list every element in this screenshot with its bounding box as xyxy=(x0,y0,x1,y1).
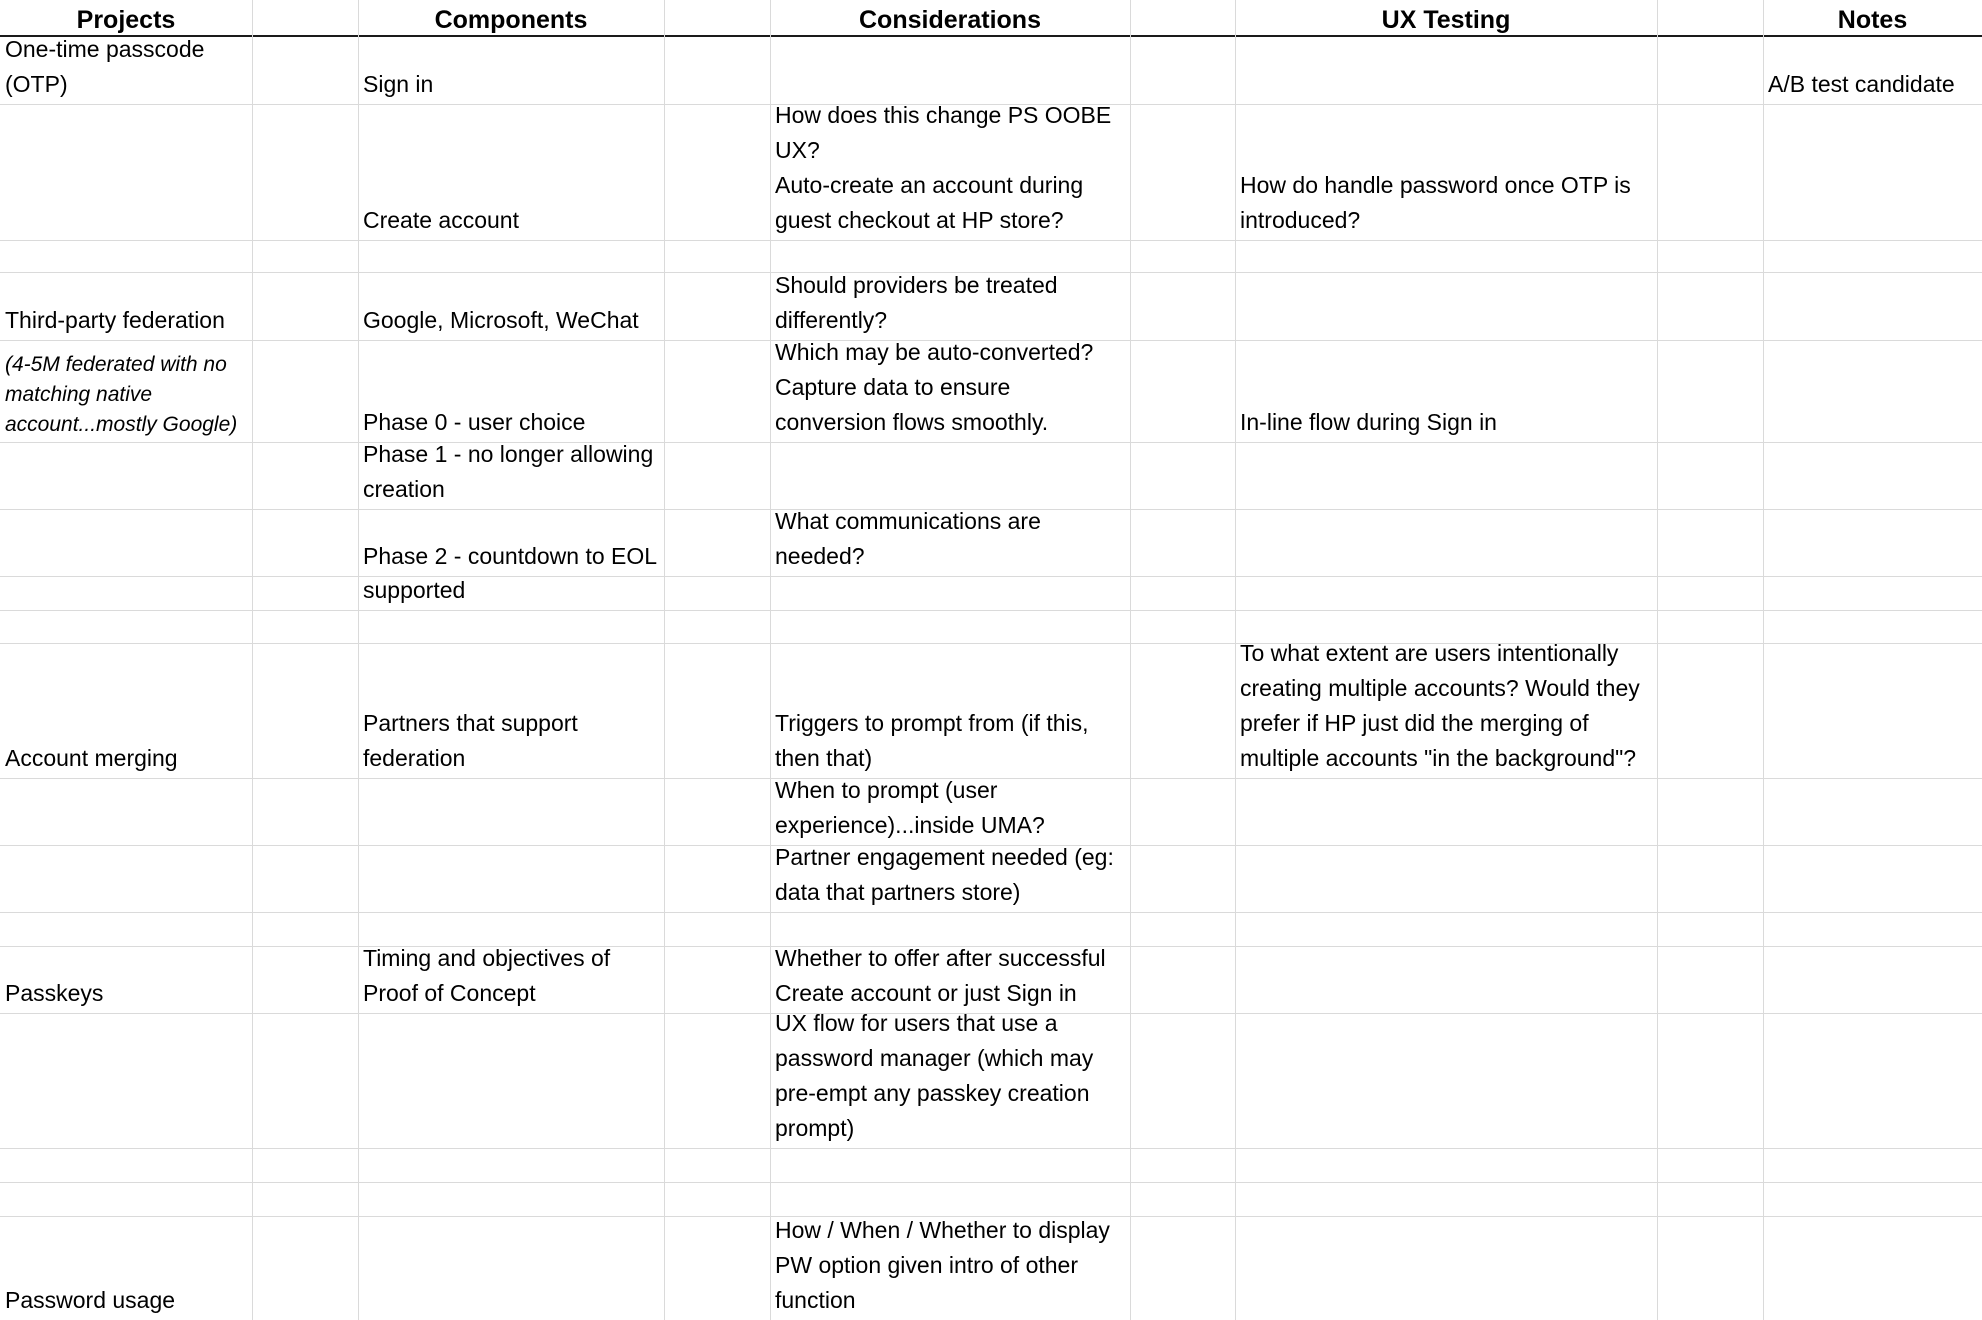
header-projects[interactable]: Projects xyxy=(76,6,176,34)
cell-components-row-10[interactable] xyxy=(358,610,664,643)
cell-ux-testing-row-7[interactable] xyxy=(1235,442,1657,509)
cell-projects-row-16[interactable] xyxy=(0,1013,252,1148)
cell-notes-row-16[interactable] xyxy=(1763,1013,1982,1148)
cell-projects-row-17[interactable] xyxy=(0,1148,252,1182)
cell-ux-testing-row-6[interactable]: In-line flow during Sign in xyxy=(1240,409,1497,435)
cell-notes-row-17[interactable] xyxy=(1763,1148,1982,1182)
cell-projects-row-7[interactable] xyxy=(0,442,252,509)
cell-projects-row-10[interactable] xyxy=(0,610,252,643)
cell-notes-row-8[interactable] xyxy=(1763,509,1982,576)
cell-notes-row-5[interactable] xyxy=(1763,272,1982,340)
cell-ux-testing-row-8[interactable] xyxy=(1235,509,1657,576)
cell-notes-row-12[interactable] xyxy=(1763,778,1982,845)
cell-projects-row-15[interactable]: Passkeys xyxy=(5,980,104,1006)
cell-projects-row-9[interactable] xyxy=(0,576,252,610)
cell-components-row-8[interactable]: Phase 2 - countdown to EOL xyxy=(363,543,658,569)
cell-projects-row-14[interactable] xyxy=(0,912,252,946)
cell-notes-row-6[interactable] xyxy=(1763,340,1982,442)
header-ux-testing[interactable]: UX Testing xyxy=(1381,6,1511,34)
cell-components-row-11[interactable]: Partners that support federation xyxy=(363,710,578,771)
cell-projects-row-12[interactable] xyxy=(0,778,252,845)
cell-components-row-13[interactable] xyxy=(358,845,664,912)
column-gridline xyxy=(252,0,253,1320)
cell-projects-row-11[interactable]: Account merging xyxy=(5,745,178,771)
cell-considerations-row-9[interactable] xyxy=(770,576,1130,610)
cell-ux-testing-row-9[interactable] xyxy=(1235,576,1657,610)
cell-considerations-row-10[interactable] xyxy=(770,610,1130,643)
cell-components-row-4[interactable] xyxy=(358,240,664,272)
cell-notes-row-7[interactable] xyxy=(1763,442,1982,509)
cell-projects-row-5[interactable]: Third-party federation xyxy=(5,307,225,333)
cell-considerations-row-11[interactable]: Triggers to prompt from (if this, then that) xyxy=(775,710,1089,771)
cell-ux-testing-row-3[interactable]: How do handle password once OTP is introduced? xyxy=(1240,172,1631,233)
cell-components-row-17[interactable] xyxy=(358,1148,664,1182)
cell-projects-row-13[interactable] xyxy=(0,845,252,912)
cell-projects-row-4[interactable] xyxy=(0,240,252,272)
cell-considerations-row-2[interactable] xyxy=(770,36,1130,104)
cell-ux-testing-row-19[interactable] xyxy=(1235,1216,1657,1320)
cell-projects-row-2[interactable]: One-time passcode (OTP) xyxy=(5,36,205,97)
cell-notes-row-15[interactable] xyxy=(1763,946,1982,1013)
header-notes[interactable]: Notes xyxy=(1837,6,1908,34)
cell-ux-testing-row-17[interactable] xyxy=(1235,1148,1657,1182)
cell-components-row-3[interactable]: Create account xyxy=(363,207,519,233)
cell-components-row-16[interactable] xyxy=(358,1013,664,1148)
cell-ux-testing-row-16[interactable] xyxy=(1235,1013,1657,1148)
cell-projects-row-19[interactable]: Password usage xyxy=(5,1287,176,1313)
cell-considerations-row-16[interactable]: UX flow for users that use a password manager (which may pre-empt any passkey creation prompt) xyxy=(775,1010,1094,1141)
cell-ux-testing-row-14[interactable] xyxy=(1235,912,1657,946)
cell-projects-row-6[interactable]: (4-5M federated with no matching native account...mostly Google) xyxy=(5,353,238,436)
cell-considerations-row-7[interactable] xyxy=(770,442,1130,509)
cell-components-row-6[interactable]: Phase 0 - user choice xyxy=(363,409,586,435)
cell-components-row-18[interactable] xyxy=(358,1182,664,1216)
cell-ux-testing-row-4[interactable] xyxy=(1235,240,1657,272)
cell-notes-row-3[interactable] xyxy=(1763,104,1982,240)
cell-ux-testing-row-13[interactable] xyxy=(1235,845,1657,912)
cell-notes-row-11[interactable] xyxy=(1763,643,1982,778)
cell-projects-row-18[interactable] xyxy=(0,1182,252,1216)
cell-considerations-row-19[interactable]: How / When / Whether to display PW option given intro of other function xyxy=(775,1217,1110,1313)
cell-notes-row-18[interactable] xyxy=(1763,1182,1982,1216)
cell-considerations-row-12[interactable]: When to prompt (user experience)...inside UMA? xyxy=(775,777,1045,838)
cell-projects-row-8[interactable] xyxy=(0,509,252,576)
cell-ux-testing-row-18[interactable] xyxy=(1235,1182,1657,1216)
cell-notes-row-2[interactable]: A/B test candidate xyxy=(1768,71,1955,97)
column-gridline xyxy=(664,0,665,1320)
cell-notes-row-14[interactable] xyxy=(1763,912,1982,946)
cell-considerations-row-15[interactable]: Whether to offer after successful Create account or just Sign in xyxy=(775,945,1106,1006)
cell-ux-testing-row-11[interactable]: To what extent are users intentionally creating multiple accounts? Would they prefer if HP just did the merging of multiple accounts "in the background"? xyxy=(1240,640,1640,771)
cell-considerations-row-8[interactable]: What communications are needed? xyxy=(775,508,1041,569)
cell-projects-row-3[interactable] xyxy=(0,104,252,240)
cell-ux-testing-row-2[interactable] xyxy=(1235,36,1657,104)
cell-ux-testing-row-15[interactable] xyxy=(1235,946,1657,1013)
cell-considerations-row-6[interactable]: Which may be auto-converted? Capture data to ensure conversion flows smoothly. xyxy=(775,339,1094,435)
column-gridline xyxy=(1657,0,1658,1320)
column-gridline xyxy=(1130,0,1131,1320)
cell-components-row-7[interactable]: Phase 1 - no longer allowing creation xyxy=(363,441,654,502)
cell-notes-row-10[interactable] xyxy=(1763,610,1982,643)
cell-notes-row-19[interactable] xyxy=(1763,1216,1982,1320)
cell-notes-row-13[interactable] xyxy=(1763,845,1982,912)
cell-considerations-row-18[interactable] xyxy=(770,1182,1130,1216)
cell-considerations-row-17[interactable] xyxy=(770,1148,1130,1182)
cell-notes-row-9[interactable] xyxy=(1763,576,1982,610)
cell-considerations-row-13[interactable]: Partner engagement needed (eg: data that partners store) xyxy=(775,844,1114,905)
cell-notes-row-4[interactable] xyxy=(1763,240,1982,272)
cell-components-row-2[interactable]: Sign in xyxy=(363,71,434,97)
header-considerations[interactable]: Considerations xyxy=(859,6,1041,34)
cell-ux-testing-row-12[interactable] xyxy=(1235,778,1657,845)
cell-components-row-19[interactable] xyxy=(358,1216,664,1320)
header-components[interactable]: Components xyxy=(434,6,588,34)
cell-considerations-row-5[interactable]: Should providers be treated differently? xyxy=(775,272,1058,333)
cell-ux-testing-row-5[interactable] xyxy=(1235,272,1657,340)
cell-components-row-12[interactable] xyxy=(358,778,664,845)
cell-considerations-row-3[interactable]: How does this change PS OOBE UX? Auto-create an account during guest checkout at HP store? xyxy=(775,102,1112,233)
cell-components-row-9[interactable]: supported xyxy=(363,577,466,603)
cell-components-row-15[interactable]: Timing and objectives of Proof of Concept xyxy=(363,945,611,1006)
cell-components-row-5[interactable]: Google, Microsoft, WeChat xyxy=(363,307,639,333)
